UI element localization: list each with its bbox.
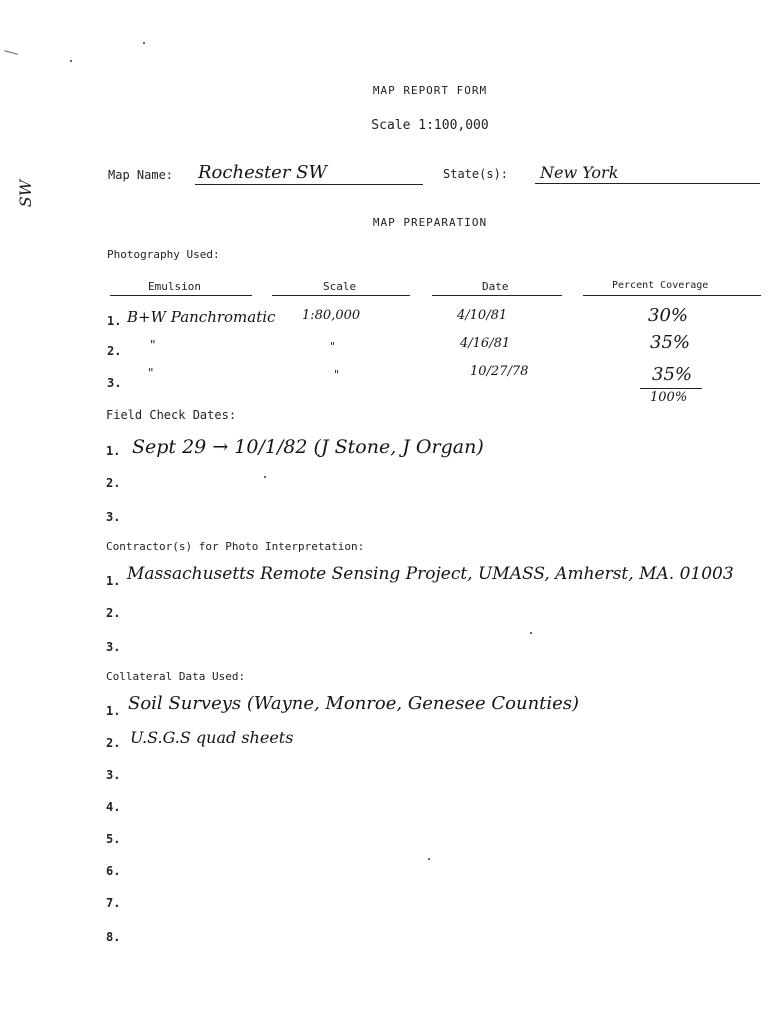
contractor-heading: Contractor(s) for Photo Interpretation: xyxy=(106,540,365,553)
form-title: MAP REPORT FORM xyxy=(372,84,488,97)
photo-row-coverage: 30% xyxy=(648,305,689,326)
scan-speck xyxy=(70,60,72,62)
photo-row-coverage: 35% xyxy=(652,364,693,385)
scan-speck xyxy=(143,42,145,44)
scan-speck xyxy=(264,476,266,478)
photo-row-date: 4/10/81 xyxy=(457,308,508,323)
contractor-entry: Massachusetts Remote Sensing Project, UMASS, Amherst, MA. 01003 xyxy=(127,564,734,584)
col-date-header: Date xyxy=(482,280,509,293)
col-emulsion-header: Emulsion xyxy=(148,280,201,293)
coverage-sum-line xyxy=(640,388,702,389)
photo-row-num: 2. xyxy=(107,344,122,358)
scan-speck xyxy=(428,858,430,860)
photography-heading: Photography Used: xyxy=(107,248,220,261)
field-check-heading: Field Check Dates: xyxy=(106,408,237,422)
contractor-num: 2. xyxy=(106,606,121,620)
collateral-num: 2. xyxy=(106,736,121,750)
field-check-num: 3. xyxy=(106,510,121,524)
collateral-num: 3. xyxy=(106,768,121,782)
map-name-value: Rochester SW xyxy=(198,162,327,183)
contractor-num: 3. xyxy=(106,640,121,654)
section-title: MAP PREPARATION xyxy=(372,216,488,229)
photo-row-scale: " xyxy=(334,368,340,381)
photo-row-scale: 1:80,000 xyxy=(302,308,361,323)
photo-row-emulsion: " xyxy=(148,366,154,380)
col-coverage-header: Percent Coverage xyxy=(612,280,709,291)
states-value: New York xyxy=(540,163,619,182)
photo-row-coverage: 35% xyxy=(650,332,691,353)
scan-speck xyxy=(530,632,532,634)
coverage-total: 100% xyxy=(650,390,688,405)
states-label: State(s): xyxy=(443,167,509,181)
collateral-num: 7. xyxy=(106,896,121,910)
collateral-num: 8. xyxy=(106,930,121,944)
col-emulsion-underline xyxy=(110,295,252,296)
col-coverage-underline xyxy=(583,295,761,296)
col-scale-header: Scale xyxy=(323,280,357,293)
collateral-heading: Collateral Data Used: xyxy=(106,670,246,683)
map-name-label: Map Name: xyxy=(108,168,174,182)
states-underline xyxy=(535,183,760,184)
field-check-num: 1. xyxy=(106,444,121,458)
contractor-num: 1. xyxy=(106,574,121,588)
col-scale-underline xyxy=(272,295,410,296)
collateral-num: 5. xyxy=(106,832,121,846)
map-name-underline xyxy=(195,184,423,185)
collateral-entry: Soil Surveys (Wayne, Monroe, Genesee Counties) xyxy=(128,693,580,714)
photo-row-date: 10/27/78 xyxy=(470,364,529,379)
photo-row-num: 1. xyxy=(107,314,122,328)
photo-row-num: 3. xyxy=(107,376,122,390)
photo-row-scale: " xyxy=(330,340,336,353)
scan-mark xyxy=(4,50,18,55)
collateral-entry: U.S.G.S quad sheets xyxy=(130,728,294,747)
margin-note: SW xyxy=(16,179,36,208)
form-scale: Scale 1:100,000 xyxy=(371,118,489,133)
photo-row-emulsion: B+W Panchromatic xyxy=(127,308,276,326)
collateral-num: 6. xyxy=(106,864,121,878)
photo-row-date: 4/16/81 xyxy=(460,336,511,351)
collateral-num: 1. xyxy=(106,704,121,718)
field-check-entry: Sept 29 → 10/1/82 (J Stone, J Organ) xyxy=(132,436,484,458)
field-check-num: 2. xyxy=(106,476,121,490)
photo-row-emulsion: " xyxy=(150,338,156,352)
collateral-num: 4. xyxy=(106,800,121,814)
col-date-underline xyxy=(432,295,562,296)
